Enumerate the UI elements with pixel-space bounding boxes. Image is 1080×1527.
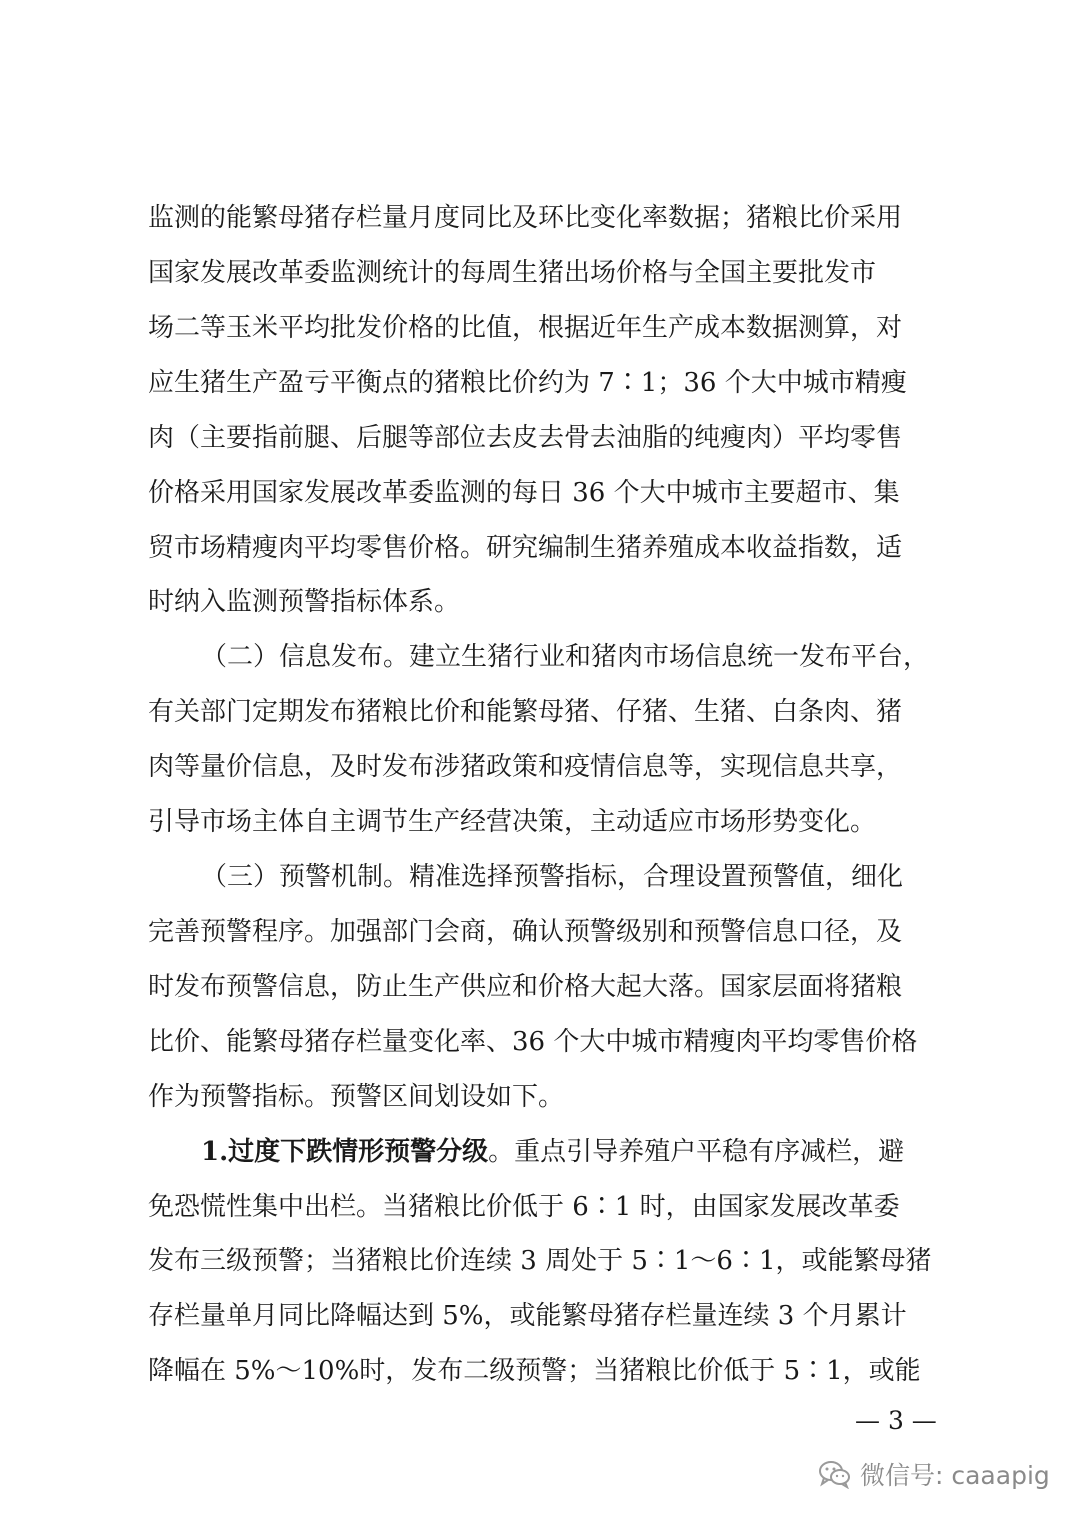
paragraph-line: 比价、能繁母猪存栏量变化率、36 个大中城市精瘦肉平均零售价格 (148, 1027, 918, 1057)
paragraph-line: 国家发展改革委监测统计的每周生猪出场价格与全国主要批发市 (148, 258, 877, 288)
paragraph-line: 完善预警程序。加强部门会商，确认预警级别和预警信息口径，及 (148, 917, 903, 947)
paragraph-line: 有关部门定期发布猪粮比价和能繁母猪、仔猪、生猪、白条肉、猪 (148, 697, 903, 727)
paragraph-line: 作为预警指标。预警区间划设如下。 (148, 1082, 565, 1112)
paragraph-line: 存栏量单月同比降幅达到 5%，或能繁母猪存栏量连续 3 个月累计 (148, 1301, 907, 1331)
paragraph-line: 场二等玉米平均批发价格的比值，根据近年生产成本数据测算，对 (148, 313, 903, 343)
paragraph-line: 免恐慌性集中出栏。当猪粮比价低于 6∶1 时，由国家发展改革委 (148, 1192, 900, 1222)
paragraph-line: 时发布预警信息，防止生产供应和价格大起大落。国家层面将猪粮 (148, 972, 903, 1002)
section-2-heading-line: （二）信息发布。建立生猪行业和猪肉市场信息统一发布平台， (201, 642, 930, 672)
paragraph-line: 应生猪生产盈亏平衡点的猪粮比价约为 7∶1；36 个大中城市精瘦 (148, 368, 907, 398)
paragraph-line: 肉（主要指前腿、后腿等部位去皮去骨去油脂的纯瘦肉）平均零售 (148, 423, 903, 453)
paragraph-line: 价格采用国家发展改革委监测的每日 36 个大中城市主要超市、集 (148, 478, 900, 508)
watermark-text: 微信号: caaapig (860, 1461, 1050, 1490)
item-1-text: 。重点引导养殖户平稳有序减栏， (488, 1137, 879, 1167)
section-3-heading-line: （三）预警机制。精准选择预警指标，合理设置预警值，细化 (201, 862, 904, 892)
paragraph-line: 肉等量价信息，及时发布涉猪政策和疫情信息等，实现信息共享， (148, 752, 903, 782)
paragraph-line: 发布三级预警；当猪粮比价连续 3 周处于 5∶1～6∶1，或能繁母猪 (148, 1246, 932, 1276)
paragraph-line: 引导市场主体自主调节生产经营决策，主动适应市场形势变化。 (148, 807, 877, 837)
item-1-line (201, 1136, 941, 1168)
wechat-icon (818, 1459, 852, 1489)
paragraph-line: 监测的能繁母猪存栏量月度同比及环比变化率数据；猪粮比价采用 (148, 203, 903, 233)
item-1-tail: 避 (878, 1137, 905, 1167)
paragraph-line: 降幅在 5%～10%时，发布二级预警；当猪粮比价低于 5∶1，或能 (148, 1356, 921, 1386)
paragraph-line: 贸市场精瘦肉平均零售价格。研究编制生猪养殖成本收益指数，适 (148, 533, 903, 563)
paragraph-line: 时纳入监测预警指标体系。 (148, 587, 461, 617)
page-number: — 3 — (855, 1406, 937, 1435)
item-1-heading: 1.过度下跌情形预警分级 (201, 1137, 489, 1167)
wechat-watermark (818, 1456, 1050, 1492)
